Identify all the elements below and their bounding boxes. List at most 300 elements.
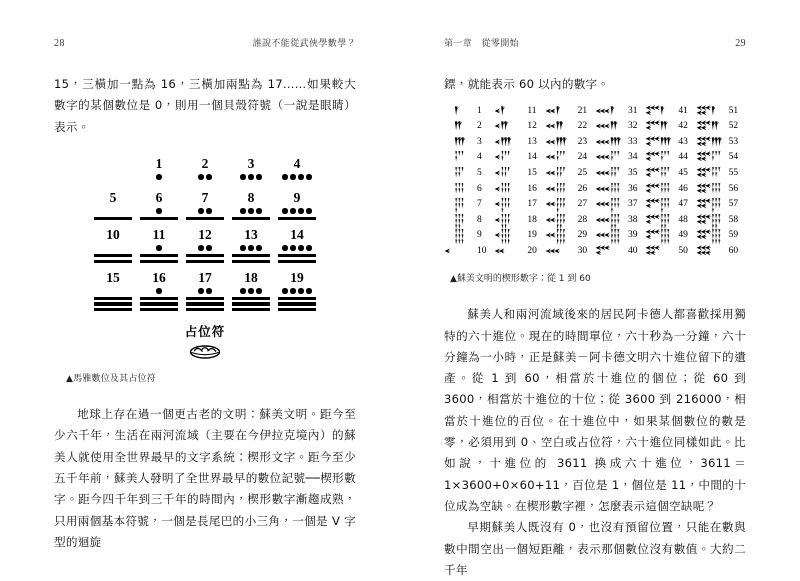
right-chapter-title: 第一章 從零開始: [444, 39, 520, 49]
maya-dot: [306, 208, 311, 213]
cuneiform-value-label: 24: [577, 152, 588, 163]
cuneiform-glyph-icon: [494, 197, 524, 211]
maya-zero-group: [54, 322, 356, 359]
maya-dot-group: [156, 287, 161, 295]
cuneiform-value-label: 36: [627, 183, 638, 194]
left-paragraph-body: 地球上存在過一個更古老的文明：蘇美文明。距今至少六千年，生活在兩河流域（主要在今伊拉克境內）的蘇美人就使用全世界最早的文字系統：楔形文字。距今至少五千年前，蘇美人發明了全世界最早的數位記號──楔形數字。距今四千年到三千年的時間內，楔形數字漸趨成熟，只用兩個基本符號，一個是長尾巴的小三角，一個是 V 字型的迴旋: [54, 407, 356, 549]
left-paragraph-top: 15，三橫加一點為 16，三橫加兩點為 17……如果較大數字的某個數位是 0，則用一個貝殼符號（一說是眼睛）表示。: [54, 77, 356, 134]
cuneiform-cell: [595, 244, 645, 259]
cuneiform-cell: [545, 228, 595, 243]
maya-dot-group: [282, 207, 311, 215]
cuneiform-value-label: 17: [527, 199, 537, 210]
maya-numeral-value: 3: [247, 155, 255, 171]
maya-dot-group: [156, 173, 161, 181]
cuneiform-glyph-icon: [494, 119, 524, 133]
cuneiform-cell: [696, 150, 746, 165]
maya-bar: [186, 217, 224, 220]
cuneiform-value-label: 52: [728, 121, 739, 132]
maya-bar: [94, 297, 132, 300]
maya-dot: [306, 245, 311, 250]
maya-bar: [140, 308, 178, 311]
cuneiform-value-label: 18: [527, 214, 537, 225]
cuneiform-cell: [595, 228, 645, 243]
cuneiform-cell: [494, 197, 544, 212]
cuneiform-glyph-icon: [696, 228, 726, 242]
maya-dot: [248, 208, 253, 213]
maya-dot-group: [240, 173, 261, 181]
cuneiform-cell: [545, 119, 595, 134]
maya-dot: [156, 174, 161, 179]
shell-icon: [188, 343, 222, 359]
cuneiform-glyph-icon: [595, 135, 625, 149]
cuneiform-numerals-figure: [444, 103, 746, 284]
cuneiform-cell: [444, 181, 494, 196]
maya-dot: [240, 174, 245, 179]
cuneiform-glyph-icon: [696, 135, 726, 149]
cuneiform-glyph-icon: [444, 244, 474, 258]
cuneiform-value-label: 9: [477, 230, 482, 241]
cuneiform-value-label: 42: [678, 121, 688, 132]
maya-dot: [282, 174, 287, 179]
maya-bar: [232, 308, 270, 311]
cuneiform-glyph-icon: [545, 166, 575, 180]
cuneiform-value-label: 27: [577, 199, 588, 210]
maya-bar-group: [232, 254, 270, 263]
right-paragraph-2: 早期蘇美人既沒有 0，也沒有預留位置，只能在數與數中間空出一個短距離，表示那個數位沒有數值。大約二千年: [444, 520, 746, 577]
maya-numerals-figure: [54, 152, 356, 384]
maya-row: [90, 190, 320, 220]
maya-bar: [278, 254, 316, 257]
cuneiform-value-label: 2: [477, 121, 482, 132]
cuneiform-cell: [595, 197, 645, 212]
maya-bar: [140, 260, 178, 263]
maya-numeral-value: 16: [152, 269, 166, 285]
cuneiform-cell: [545, 103, 595, 118]
cuneiform-value-label: 47: [678, 199, 688, 210]
cuneiform-value-label: 5: [477, 167, 482, 178]
cuneiform-glyph-icon: [444, 119, 474, 133]
right-page: [400, 0, 800, 577]
maya-dot-group: [240, 244, 261, 252]
cuneiform-cell: [645, 134, 695, 149]
cuneiform-value-label: 3: [477, 136, 482, 147]
cuneiform-cell: [494, 150, 544, 165]
maya-dot: [306, 174, 311, 179]
maya-dot: [282, 245, 287, 250]
maya-bar-group: [278, 254, 316, 263]
cuneiform-glyph-icon: [494, 213, 524, 227]
maya-row: [90, 227, 320, 263]
maya-numeral-value: 11: [152, 227, 166, 243]
maya-numeral-value: 19: [290, 269, 304, 285]
maya-dot: [256, 245, 261, 250]
cuneiform-glyph-icon: [595, 166, 625, 180]
cuneiform-cell: [645, 197, 695, 212]
cuneiform-cell: [645, 150, 695, 165]
maya-dot: [306, 288, 311, 293]
cuneiform-cell: [645, 181, 695, 196]
maya-numeral-cell: [228, 227, 274, 263]
cuneiform-value-label: 4: [477, 152, 482, 163]
cuneiform-value-label: 59: [728, 230, 739, 241]
cuneiform-glyph-icon: [444, 166, 474, 180]
maya-bar-group: [186, 297, 224, 311]
cuneiform-cell: [595, 103, 645, 118]
cuneiform-value-label: 35: [627, 167, 638, 178]
cuneiform-glyph-icon: [494, 228, 524, 242]
maya-numeral-cell: [136, 227, 182, 263]
cuneiform-glyph-icon: [645, 135, 675, 149]
right-folio: 29: [735, 38, 746, 49]
cuneiform-cell: [595, 134, 645, 149]
maya-numeral-value: 12: [198, 227, 212, 243]
maya-dot: [198, 288, 203, 293]
cuneiform-glyph-icon: [595, 213, 625, 227]
maya-dot: [240, 245, 245, 250]
cuneiform-glyph-icon: [595, 244, 625, 258]
cuneiform-value-label: 28: [577, 214, 588, 225]
maya-bar: [94, 217, 132, 220]
cuneiform-glyph-icon: [595, 150, 625, 164]
maya-dot: [298, 245, 303, 250]
maya-bar: [140, 217, 178, 220]
maya-dot: [256, 288, 261, 293]
cuneiform-value-label: 56: [728, 183, 739, 194]
cuneiform-glyph-icon: [494, 166, 524, 180]
maya-numeral-cell: [228, 270, 274, 311]
maya-bar: [186, 302, 224, 305]
cuneiform-table: [444, 103, 746, 258]
cuneiform-value-label: 8: [477, 214, 482, 225]
cuneiform-cell: [444, 244, 494, 259]
cuneiform-glyph-icon: [494, 150, 524, 164]
maya-bar: [232, 217, 270, 220]
maya-bar: [278, 302, 316, 305]
cuneiform-value-label: 21: [577, 105, 588, 116]
cuneiform-glyph-icon: [696, 150, 726, 164]
cuneiform-cell: [494, 103, 544, 118]
maya-numeral-value: 17: [198, 269, 212, 285]
maya-bar: [186, 260, 224, 263]
cuneiform-glyph-icon: [494, 244, 524, 258]
maya-dot-group: [198, 244, 211, 252]
cuneiform-value-label: 7: [477, 199, 482, 210]
cuneiform-cell: [595, 119, 645, 134]
maya-dot-group: [240, 207, 261, 215]
maya-dot: [290, 245, 295, 250]
maya-bar: [232, 297, 270, 300]
cuneiform-cell: [595, 150, 645, 165]
cuneiform-cell: [645, 119, 695, 134]
cuneiform-value-label: 15: [527, 167, 537, 178]
maya-bar-group: [232, 297, 270, 311]
maya-numeral-cell: [274, 190, 320, 220]
cuneiform-value-label: 57: [728, 199, 739, 210]
cuneiform-cell: [595, 212, 645, 227]
maya-numeral-cell: [136, 156, 182, 183]
maya-numeral-value: 14: [290, 227, 304, 243]
cuneiform-value-label: 33: [627, 136, 638, 147]
cuneiform-value-label: 46: [678, 183, 688, 194]
maya-bar-group: [94, 217, 132, 220]
maya-dot: [198, 174, 203, 179]
cuneiform-glyph-icon: [645, 104, 675, 118]
cuneiform-value-label: 54: [728, 152, 739, 163]
cuneiform-value-label: 50: [678, 245, 688, 256]
cuneiform-cell: [545, 134, 595, 149]
cuneiform-glyph-icon: [444, 104, 474, 118]
cuneiform-glyph-icon: [696, 182, 726, 196]
cuneiform-value-label: 25: [577, 167, 588, 178]
cuneiform-cell: [645, 244, 695, 259]
cuneiform-cell: [545, 212, 595, 227]
maya-bar: [278, 297, 316, 300]
cuneiform-value-label: 39: [627, 230, 638, 241]
cuneiform-cell: [494, 244, 544, 259]
cuneiform-value-label: 44: [678, 152, 688, 163]
cuneiform-glyph-icon: [696, 166, 726, 180]
left-running-head: [0, 36, 400, 52]
maya-row: [90, 156, 320, 183]
cuneiform-glyph-icon: [545, 213, 575, 227]
cuneiform-cell: [494, 134, 544, 149]
cuneiform-value-label: 37: [627, 199, 638, 210]
cuneiform-glyph-icon: [545, 119, 575, 133]
maya-bar: [94, 302, 132, 305]
cuneiform-value-label: 14: [527, 152, 537, 163]
maya-bar: [232, 254, 270, 257]
cuneiform-glyph-icon: [645, 213, 675, 227]
cuneiform-glyph-icon: [595, 197, 625, 211]
cuneiform-value-label: 48: [678, 214, 688, 225]
cuneiform-cell: [696, 212, 746, 227]
maya-numeral-value: 6: [155, 189, 163, 205]
cuneiform-glyph-icon: [494, 104, 524, 118]
cuneiform-cell: [595, 166, 645, 181]
cuneiform-glyph-icon: [545, 135, 575, 149]
maya-dot: [256, 208, 261, 213]
cuneiform-value-label: 29: [577, 230, 588, 241]
maya-dot-group: [198, 207, 211, 215]
cuneiform-cell: [696, 244, 746, 259]
cuneiform-cell: [545, 244, 595, 259]
maya-dot: [282, 288, 287, 293]
maya-numeral-cell: [274, 270, 320, 311]
maya-zero-label: 占位符: [184, 324, 226, 340]
cuneiform-glyph-icon: [444, 197, 474, 211]
left-running-title: 誰說不能從武俠學數學？: [252, 39, 356, 49]
cuneiform-value-label: 30: [577, 245, 588, 256]
cuneiform-cell: [444, 134, 494, 149]
maya-numeral-value: 10: [106, 227, 120, 243]
right-paragraph-top: 鏢，就能表示 60 以內的數字。: [444, 77, 610, 91]
cuneiform-value-label: 16: [527, 183, 537, 194]
maya-bar: [140, 297, 178, 300]
cuneiform-cell: [696, 197, 746, 212]
maya-dot: [290, 174, 295, 179]
maya-numeral-cell: [274, 156, 320, 183]
maya-dot: [198, 245, 203, 250]
cuneiform-glyph-icon: [444, 150, 474, 164]
maya-dot-group: [156, 207, 161, 215]
maya-bar-group: [140, 297, 178, 311]
maya-dot: [248, 245, 253, 250]
cuneiform-glyph-icon: [545, 244, 575, 258]
maya-dot: [282, 208, 287, 213]
maya-bar: [232, 260, 270, 263]
cuneiform-value-label: 10: [477, 245, 487, 256]
cuneiform-cell: [545, 181, 595, 196]
maya-dot-group: [156, 244, 161, 252]
cuneiform-cell: [494, 212, 544, 227]
cuneiform-glyph-icon: [696, 213, 726, 227]
cuneiform-cell: [696, 166, 746, 181]
cuneiform-value-label: 51: [728, 105, 739, 116]
cuneiform-cell: [696, 181, 746, 196]
right-body-area: [444, 74, 746, 577]
cuneiform-glyph-icon: [645, 119, 675, 133]
cuneiform-cell: [696, 228, 746, 243]
right-running-head: [400, 36, 800, 52]
maya-numeral-value: 7: [201, 189, 209, 205]
cuneiform-glyph-icon: [444, 135, 474, 149]
maya-dot: [206, 208, 211, 213]
maya-bar-group: [94, 254, 132, 263]
cuneiform-glyph-icon: [645, 150, 675, 164]
cuneiform-cell: [444, 119, 494, 134]
cuneiform-value-label: 20: [527, 245, 537, 256]
cuneiform-value-label: 38: [627, 214, 638, 225]
cuneiform-cell: [645, 166, 695, 181]
cuneiform-cell: [494, 228, 544, 243]
cuneiform-glyph-icon: [545, 228, 575, 242]
maya-bar: [186, 308, 224, 311]
left-page: [0, 0, 400, 568]
maya-bar: [278, 217, 316, 220]
maya-dot: [240, 288, 245, 293]
maya-dot-group: [282, 287, 311, 295]
maya-dot: [206, 245, 211, 250]
maya-numeral-value: 18: [244, 269, 258, 285]
maya-bar-group: [278, 297, 316, 311]
cuneiform-cell: [494, 166, 544, 181]
cuneiform-glyph-icon: [494, 182, 524, 196]
cuneiform-glyph-icon: [696, 104, 726, 118]
maya-bar: [186, 297, 224, 300]
maya-numeral-cell: [228, 156, 274, 183]
cuneiform-glyph-icon: [645, 182, 675, 196]
maya-dot: [248, 174, 253, 179]
cuneiform-value-label: 31: [627, 105, 638, 116]
maya-bar: [186, 254, 224, 257]
maya-dot: [298, 174, 303, 179]
maya-dot: [290, 208, 295, 213]
cuneiform-cell: [545, 197, 595, 212]
cuneiform-cell: [444, 228, 494, 243]
cuneiform-value-label: 23: [577, 136, 588, 147]
maya-numeral-value: 4: [293, 155, 301, 171]
maya-dot: [298, 208, 303, 213]
cuneiform-value-label: 22: [577, 121, 588, 132]
maya-bar: [94, 260, 132, 263]
cuneiform-glyph-icon: [595, 119, 625, 133]
maya-numeral-cell: [182, 156, 228, 183]
maya-bar: [232, 302, 270, 305]
maya-numeral-cell: [182, 227, 228, 263]
maya-numeral-cell: [90, 227, 136, 263]
maya-numeral-cell: [274, 227, 320, 263]
cuneiform-glyph-icon: [696, 119, 726, 133]
maya-dot: [298, 288, 303, 293]
maya-numeral-cell: [136, 270, 182, 311]
maya-bar: [278, 308, 316, 311]
maya-dot: [248, 288, 253, 293]
cuneiform-glyph-icon: [645, 197, 675, 211]
left-folio: 28: [54, 38, 65, 49]
cuneiform-cell: [444, 150, 494, 165]
maya-numeral-cell: [182, 190, 228, 220]
cuneiform-cell: [444, 166, 494, 181]
maya-bar-group: [140, 217, 178, 220]
maya-numerals-grid: [54, 156, 356, 311]
cuneiform-value-label: 6: [477, 183, 482, 194]
cuneiform-value-label: 12: [527, 121, 537, 132]
cuneiform-cell: [444, 197, 494, 212]
maya-dot: [156, 288, 161, 293]
maya-numeral-cell: [182, 270, 228, 311]
maya-bar-group: [278, 217, 316, 220]
cuneiform-glyph-icon: [545, 197, 575, 211]
cuneiform-cell: [444, 103, 494, 118]
cuneiform-value-label: 58: [728, 214, 739, 225]
cuneiform-value-label: 60: [728, 245, 739, 256]
cuneiform-glyph-icon: [645, 228, 675, 242]
cuneiform-glyph-icon: [645, 166, 675, 180]
maya-row: [90, 270, 320, 311]
maya-bar-group: [140, 254, 178, 263]
cuneiform-value-label: 1: [477, 105, 482, 116]
maya-dot-group: [282, 173, 311, 181]
maya-numeral-value: 8: [247, 189, 255, 205]
maya-numeral-value: 5: [109, 189, 117, 205]
maya-numeral-cell: [228, 190, 274, 220]
cuneiform-glyph-icon: [545, 150, 575, 164]
cuneiform-value-label: 32: [627, 121, 638, 132]
cuneiform-cell: [595, 181, 645, 196]
maya-numeral-cell: [136, 190, 182, 220]
maya-bar: [140, 302, 178, 305]
maya-dot: [256, 174, 261, 179]
cuneiform-value-label: 49: [678, 230, 688, 241]
cuneiform-value-label: 45: [678, 167, 688, 178]
cuneiform-cell: [494, 119, 544, 134]
cuneiform-cell: [444, 212, 494, 227]
maya-dot: [240, 208, 245, 213]
maya-bar-group: [232, 217, 270, 220]
left-body-area: [54, 74, 356, 549]
cuneiform-glyph-icon: [545, 182, 575, 196]
maya-bar: [94, 254, 132, 257]
cuneiform-cell: [645, 212, 695, 227]
maya-numeral-value: 9: [293, 189, 301, 205]
maya-dot-group: [282, 244, 311, 252]
maya-dot-group: [198, 173, 211, 181]
cuneiform-glyph-icon: [595, 104, 625, 118]
cuneiform-glyph-icon: [494, 135, 524, 149]
cuneiform-cell: [645, 228, 695, 243]
maya-bar: [278, 260, 316, 263]
maya-numeral-value: 13: [244, 227, 258, 243]
